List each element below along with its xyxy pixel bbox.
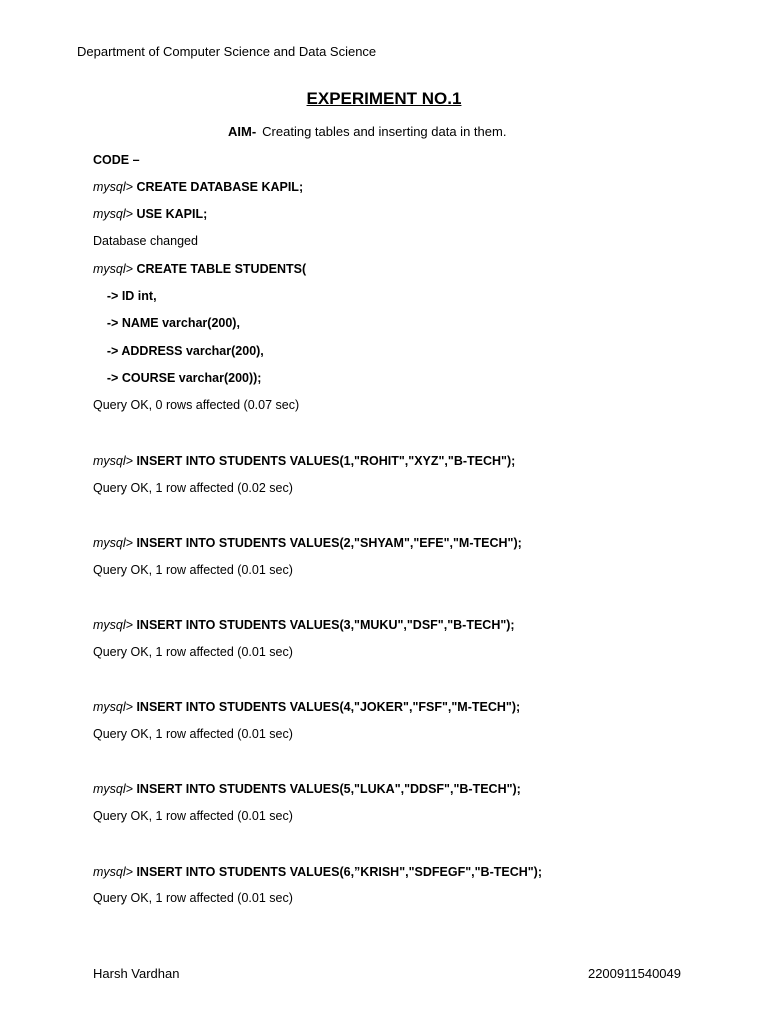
mysql-prompt: mysql> (93, 536, 133, 550)
mysql-prompt: mysql> (93, 865, 133, 879)
code-line (93, 700, 520, 714)
sql-command: INSERT INTO STUDENTS VALUES(3,"MUKU","DSF","B-TECH"); (136, 618, 515, 632)
code-line (93, 865, 542, 879)
sql-command: CREATE DATABASE KAPIL; (136, 180, 304, 194)
output-line: Query OK, 1 row affected (0.01 sec) (93, 727, 293, 741)
output-line: Query OK, 1 row affected (0.01 sec) (93, 809, 293, 823)
sql-command: INSERT INTO STUDENTS VALUES(5,"LUKA","DDSF","B-TECH"); (136, 782, 521, 796)
code-line (93, 180, 303, 194)
sql-continuation: -> ID int, (93, 289, 157, 303)
mysql-prompt: mysql> (93, 700, 133, 714)
sql-continuation: -> ADDRESS varchar(200), (93, 344, 264, 358)
sql-command: INSERT INTO STUDENTS VALUES(2,"SHYAM","EFE","M-TECH"); (136, 536, 522, 550)
sql-command: INSERT INTO STUDENTS VALUES(1,"ROHIT","XYZ","B-TECH"); (136, 454, 516, 468)
mysql-prompt: mysql> (93, 180, 133, 194)
sql-command: USE KAPIL; (136, 207, 208, 221)
sql-command: INSERT INTO STUDENTS VALUES(4,"JOKER","FSF","M-TECH"); (136, 700, 521, 714)
output-line: Database changed (93, 234, 198, 248)
code-line (93, 454, 515, 468)
code-line (93, 618, 515, 632)
mysql-prompt: mysql> (93, 618, 133, 632)
aim-label: AIM- (228, 124, 257, 139)
footer-author-name: Harsh Vardhan (93, 966, 180, 981)
code-line (93, 262, 306, 276)
sql-continuation: -> NAME varchar(200), (93, 316, 240, 330)
output-line: Query OK, 1 row affected (0.01 sec) (93, 563, 293, 577)
department-header: Department of Computer Science and Data Science (77, 44, 377, 59)
aim-line (228, 124, 506, 139)
mysql-prompt: mysql> (93, 262, 133, 276)
sql-command: CREATE TABLE STUDENTS( (136, 262, 307, 276)
mysql-prompt: mysql> (93, 782, 133, 796)
mysql-prompt: mysql> (93, 454, 133, 468)
code-label: CODE – (93, 153, 140, 167)
sql-continuation: -> COURSE varchar(200)); (93, 371, 262, 385)
code-line (93, 782, 521, 796)
output-line: Query OK, 1 row affected (0.01 sec) (93, 891, 293, 905)
output-line: Query OK, 0 rows affected (0.07 sec) (93, 398, 300, 412)
output-line: Query OK, 1 row affected (0.02 sec) (93, 481, 293, 495)
sql-command: INSERT INTO STUDENTS VALUES(6,”KRISH","SDFEGF","B-TECH"); (136, 865, 543, 879)
experiment-title: EXPERIMENT NO.1 (306, 89, 462, 108)
code-line (93, 536, 522, 550)
footer-roll-number: 2200911540049 (587, 966, 681, 981)
output-line: Query OK, 1 row affected (0.01 sec) (93, 645, 293, 659)
mysql-prompt: mysql> (93, 207, 133, 221)
aim-text: Creating tables and inserting data in them. (262, 124, 507, 139)
code-line (93, 207, 207, 221)
